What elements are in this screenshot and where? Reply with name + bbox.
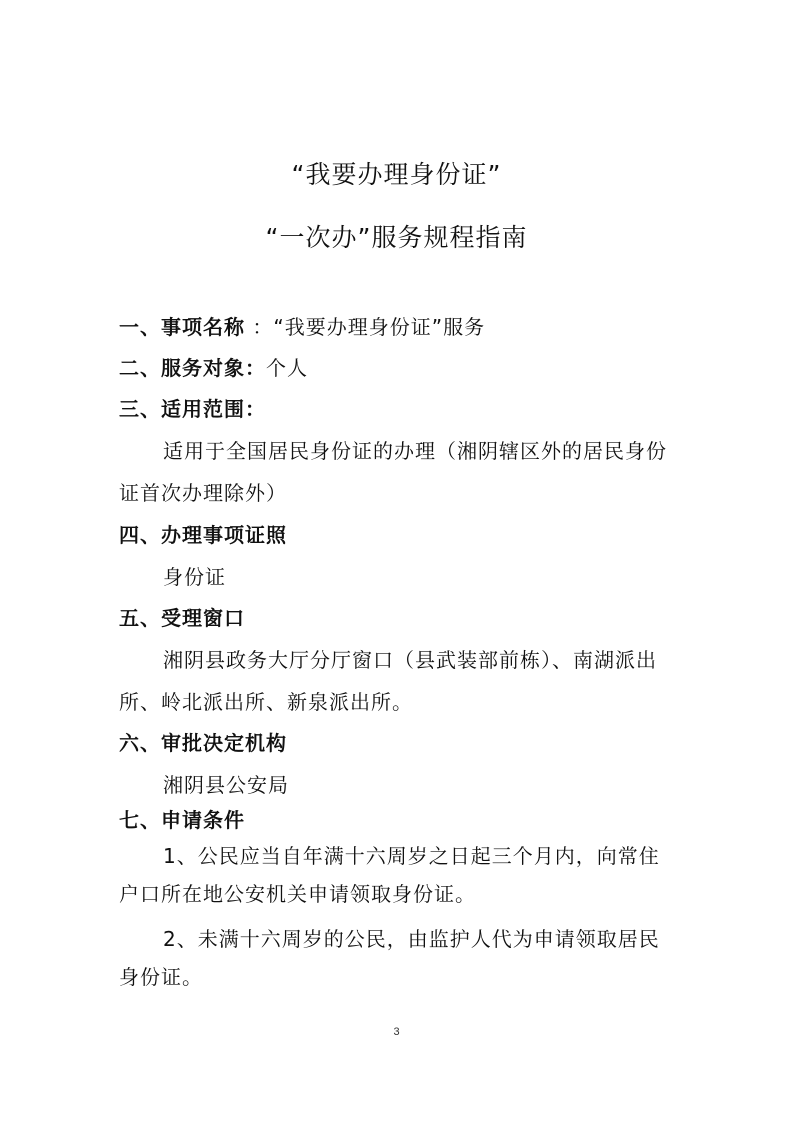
- section-6-heading: 六、审批决定机构: [119, 731, 287, 755]
- section-7-item-2-line-2: 身份证。: [119, 965, 203, 989]
- page-number: 3: [393, 1026, 400, 1038]
- section-4-heading: 四、办理事项证照: [119, 523, 287, 547]
- section-7-item-1-line-1: 1、公民应当自年满十六周岁之日起三个月内，向常住: [163, 844, 660, 868]
- section-7-item-2-line-1: 2、未满十六周岁的公民，由监护人代为申请领取居民: [163, 927, 660, 951]
- section-5-paragraph-line-2: 所、岭北派出所、新泉派出所。: [119, 690, 413, 714]
- section-7-heading: 七、申请条件: [119, 808, 245, 832]
- section-1-heading: 一、事项名称: [119, 315, 245, 339]
- section-3-paragraph-line-2: 证首次办理除外）: [119, 481, 287, 505]
- document-title-line-1: “我要办理身份证”: [291, 160, 502, 189]
- section-5-paragraph-line-1: 湘阴县政务大厅分厅窗口（县武装部前栋）、南湖派出: [163, 648, 657, 672]
- section-2-content: 个人: [266, 356, 308, 380]
- section-1-content: ：“我要办理身份证”服务: [245, 315, 486, 339]
- section-2-service-target: [119, 354, 679, 382]
- section-4-paragraph: 身份证: [163, 565, 226, 589]
- section-1-item-name: [119, 313, 679, 341]
- section-6-paragraph: 湘阴县公安局: [163, 773, 289, 797]
- section-5-heading: 五、受理窗口: [119, 606, 245, 630]
- document-title-line-2: “一次办”服务规程指南: [265, 223, 528, 252]
- section-2-heading: 二、服务对象：: [119, 356, 266, 380]
- section-7-item-1-line-2: 户口所在地公安机关申请领取身份证。: [119, 882, 476, 906]
- section-3-paragraph-line-1: 适用于全国居民身份证的办理（湘阴辖区外的居民身份: [163, 439, 667, 463]
- section-3-heading: 三、适用范围：: [119, 397, 266, 421]
